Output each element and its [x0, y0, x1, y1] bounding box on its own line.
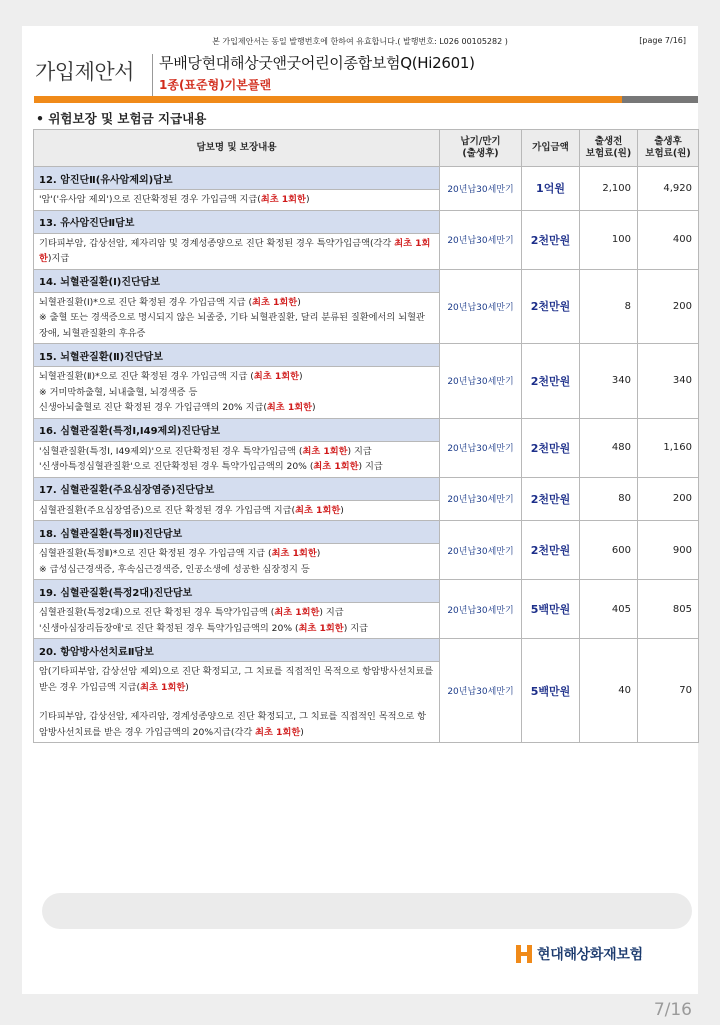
- description-text: 기타피부암, 갑상선암, 제자리암 및 경계성종양으로 진단 확정된 경우 특약가입금액(각각: [39, 237, 395, 249]
- coverage-period: 20년납30세만기: [440, 210, 522, 269]
- description-text: '신생아특정심혈관질환'으로 진단확정된 경우 특약가입금액의 20% (: [39, 461, 314, 472]
- description-line: [39, 236, 434, 267]
- payment-limit-highlight: 최초 1회한: [302, 445, 348, 457]
- description-text: ) 지급: [343, 622, 368, 634]
- description-line: [39, 605, 434, 621]
- premium-after: 200: [638, 477, 699, 521]
- description-line: [39, 385, 434, 401]
- description-text: ): [305, 194, 310, 205]
- table-row: [34, 210, 699, 233]
- description-text: 뇌혈관질환(Ⅰ)*으로 진단 확정된 경우 가입금액 지급 (: [39, 296, 253, 308]
- payment-limit-highlight: 최초 1회한: [266, 402, 312, 413]
- description-text: ) 지급: [358, 461, 383, 472]
- description-text: ) 지급: [347, 445, 372, 457]
- coverage-description: [34, 292, 440, 344]
- description-text: ): [316, 548, 321, 559]
- coverage-amount: 2천만원: [522, 418, 580, 477]
- description-line: [39, 192, 434, 208]
- premium-before: 340: [580, 344, 638, 419]
- description-text: '암'('유사암 제외')으로 진단확정된 경우 가입금액 지급(: [39, 194, 261, 205]
- coverage-name: 16. 심혈관질환(특정Ⅰ,I49제외)진단담보: [34, 418, 440, 441]
- coverage-name: 14. 뇌혈관질환(Ⅰ)진단담보: [34, 269, 440, 292]
- description-line: [39, 709, 434, 740]
- coverage-description: [34, 233, 440, 269]
- doc-title: 가입제안서: [35, 60, 134, 84]
- table-row: [34, 639, 699, 662]
- coverage-period: 20년납30세만기: [440, 639, 522, 743]
- coverage-amount: 2천만원: [522, 344, 580, 419]
- payment-limit-highlight: 최초 1회한: [255, 726, 301, 738]
- payment-limit-highlight: 최초 1회한: [39, 237, 431, 264]
- table-row: [34, 418, 699, 441]
- payment-limit-highlight: 최초 1회한: [140, 681, 186, 693]
- header-premium-before: 출생전 보험료(원): [580, 130, 638, 167]
- premium-before: 80: [580, 477, 638, 521]
- description-line: [39, 562, 434, 578]
- table-row: [34, 521, 699, 544]
- coverage-name: 19. 심혈관질환(특정2대)진단담보: [34, 580, 440, 603]
- premium-before: 2,100: [580, 167, 638, 211]
- description-text: ※ 출혈 또는 경색증으로 명시되지 않은 뇌졸중, 기타 뇌혈관질환, 달리 분류된 질환에서의 뇌혈관 장애, 뇌혈관질환의 후유증: [39, 312, 425, 339]
- viewer-page-indicator: 7/16: [653, 1000, 692, 1020]
- description-line: [39, 664, 434, 695]
- coverage-description: [34, 367, 440, 419]
- header-accent-grey: [622, 96, 698, 103]
- validity-notice: 본 가입제안서는 동일 발행번호에 한하여 유효합니다.( 발행번호: L026 00105282 ): [212, 37, 508, 46]
- premium-after: 340: [638, 344, 699, 419]
- coverage-amount: 2천만원: [522, 477, 580, 521]
- description-text: 심혈관질환(주요심장염증)으로 진단 확정된 경우 가입금액 지급(: [39, 504, 296, 516]
- premium-after: 400: [638, 210, 699, 269]
- description-line: [39, 369, 434, 385]
- coverage-description: [34, 662, 440, 743]
- premium-after: 200: [638, 269, 699, 344]
- hyundai-h-icon: [516, 945, 532, 963]
- premium-before: 40: [580, 639, 638, 743]
- coverage-name: 15. 뇌혈관질환(Ⅱ)진단담보: [34, 344, 440, 367]
- company-logo: [516, 944, 643, 964]
- premium-before: 8: [580, 269, 638, 344]
- table-body: [34, 167, 699, 743]
- description-text: ): [340, 504, 344, 516]
- header-coverage: 담보명 및 보장내용: [34, 130, 440, 167]
- coverage-name: 13. 유사암진단Ⅱ담보: [34, 210, 440, 233]
- premium-after: 900: [638, 521, 699, 580]
- coverage-description: [34, 544, 440, 580]
- description-text: ): [312, 402, 316, 413]
- payment-limit-highlight: 최초 1회한: [313, 461, 359, 472]
- description-line: [39, 310, 434, 341]
- table-row: [34, 269, 699, 292]
- payment-limit-highlight: 최초 1회한: [253, 371, 299, 382]
- coverage-amount: 2천만원: [522, 210, 580, 269]
- table-header-row: [34, 130, 699, 167]
- premium-before: 100: [580, 210, 638, 269]
- header-period: 납기/만기 (출생후): [440, 130, 522, 167]
- description-line: [39, 695, 434, 709]
- coverage-period: 20년납30세만기: [440, 521, 522, 580]
- coverage-period: 20년납30세만기: [440, 344, 522, 419]
- coverage-period: 20년납30세만기: [440, 269, 522, 344]
- header-accent-bar: [34, 96, 698, 103]
- coverage-name: 20. 항암방사선치료Ⅱ담보: [34, 639, 440, 662]
- header-divider: [152, 54, 153, 96]
- company-name: 현대해상화재보험: [537, 947, 643, 963]
- payment-limit-highlight: 최초 1회한: [271, 548, 317, 559]
- description-text: ): [300, 726, 304, 738]
- page-label: [page 7/16]: [639, 36, 686, 45]
- description-text: ): [299, 371, 303, 382]
- table-row: [34, 344, 699, 367]
- description-text: ): [297, 296, 301, 308]
- premium-before: 480: [580, 418, 638, 477]
- section-title: • 위험보장 및 보험금 지급내용: [36, 111, 207, 126]
- header-premium-after: 출생후 보험료(원): [638, 130, 699, 167]
- premium-before: 405: [580, 580, 638, 639]
- coverage-amount: 1억원: [522, 167, 580, 211]
- premium-after: 70: [638, 639, 699, 743]
- coverage-amount: 5백만원: [522, 639, 580, 743]
- coverage-period: 20년납30세만기: [440, 167, 522, 211]
- coverage-table: [33, 129, 699, 743]
- premium-after: 4,920: [638, 167, 699, 211]
- payment-limit-highlight: 최초 1회한: [295, 504, 341, 516]
- table-row: [34, 167, 699, 190]
- description-line: [39, 400, 434, 416]
- coverage-name: 17. 심혈관질환(주요심장염증)진단담보: [34, 477, 440, 500]
- description-text: '심혈관질환(특정Ⅰ, I49제외)'으로 진단확정된 경우 특약가입금액 (: [39, 445, 303, 457]
- coverage-description: [34, 190, 440, 211]
- description-line: [39, 444, 434, 460]
- coverage-period: 20년납30세만기: [440, 418, 522, 477]
- coverage-description: [34, 441, 440, 477]
- description-text: 신생아뇌출혈로 진단 확정된 경우 가입금액의 20% 지급(: [39, 402, 267, 413]
- description-text: 암(기타피부암, 갑상선암 제외)으로 진단 확정되고, 그 치료를 직접적인 목적으로 항암방사선치료를 받은 경우 가입금액 지급(: [39, 666, 434, 693]
- description-line: [39, 459, 434, 475]
- description-text: 뇌혈관질환(Ⅱ)*으로 진단 확정된 경우 가입금액 지급 (: [39, 371, 254, 382]
- premium-after: 1,160: [638, 418, 699, 477]
- premium-after: 805: [638, 580, 699, 639]
- description-line: [39, 295, 434, 311]
- description-line: [39, 503, 434, 519]
- product-name: 무배당현대해상굿앤굿어린이종합보험Q(Hi2601): [159, 54, 475, 72]
- premium-before: 600: [580, 521, 638, 580]
- description-text: '신생아심장리듬장애'로 진단 확정된 경우 특약가입금액의 20% (: [39, 622, 299, 634]
- coverage-amount: 2천만원: [522, 269, 580, 344]
- coverage-description: [34, 500, 440, 521]
- redacted-area: [42, 893, 692, 929]
- coverage-period: 20년납30세만기: [440, 477, 522, 521]
- description-line: [39, 546, 434, 562]
- table-row: [34, 580, 699, 603]
- description-text: 심혈관질환(특정Ⅱ)*으로 진단 확정된 경우 가입금액 지급 (: [39, 548, 272, 559]
- description-text: ※ 거미막하출혈, 뇌내출혈, 뇌경색증 등: [39, 386, 198, 398]
- coverage-name: 12. 암진단Ⅱ(유사암제외)담보: [34, 167, 440, 190]
- table-row: [34, 477, 699, 500]
- description-line: [39, 621, 434, 637]
- payment-limit-highlight: 최초 1회한: [252, 296, 298, 308]
- header-amount: 가입금액: [522, 130, 580, 167]
- description-text: ): [185, 681, 189, 693]
- coverage-period: 20년납30세만기: [440, 580, 522, 639]
- payment-limit-highlight: 최초 1회한: [260, 194, 306, 205]
- description-text: ) 지급: [319, 607, 344, 618]
- document-page: [22, 26, 698, 994]
- plan-name: 1종(표준형)기본플랜: [159, 78, 272, 92]
- description-text: 심혈관질환(특정2대)으로 진단 확정된 경우 특약가입금액 (: [39, 607, 275, 618]
- coverage-name: 18. 심혈관질환(특정Ⅱ)진단담보: [34, 521, 440, 544]
- coverage-description: [34, 603, 440, 639]
- coverage-amount: 5백만원: [522, 580, 580, 639]
- payment-limit-highlight: 최초 1회한: [274, 607, 320, 618]
- coverage-amount: 2천만원: [522, 521, 580, 580]
- description-text: 기타피부암, 갑상선암, 제자리암, 경계성종양으로 진단 확정되고, 그 치료를 직접적인 목적으로 항암방사선치료를 받은 경우 가입금액의 20%지급(각각: [39, 711, 427, 738]
- payment-limit-highlight: 최초 1회한: [298, 622, 344, 634]
- description-text: ※ 급성심근경색증, 후속심근경색증, 인공소생에 성공한 심장정지 등: [39, 563, 310, 575]
- description-text: )지급: [47, 253, 70, 264]
